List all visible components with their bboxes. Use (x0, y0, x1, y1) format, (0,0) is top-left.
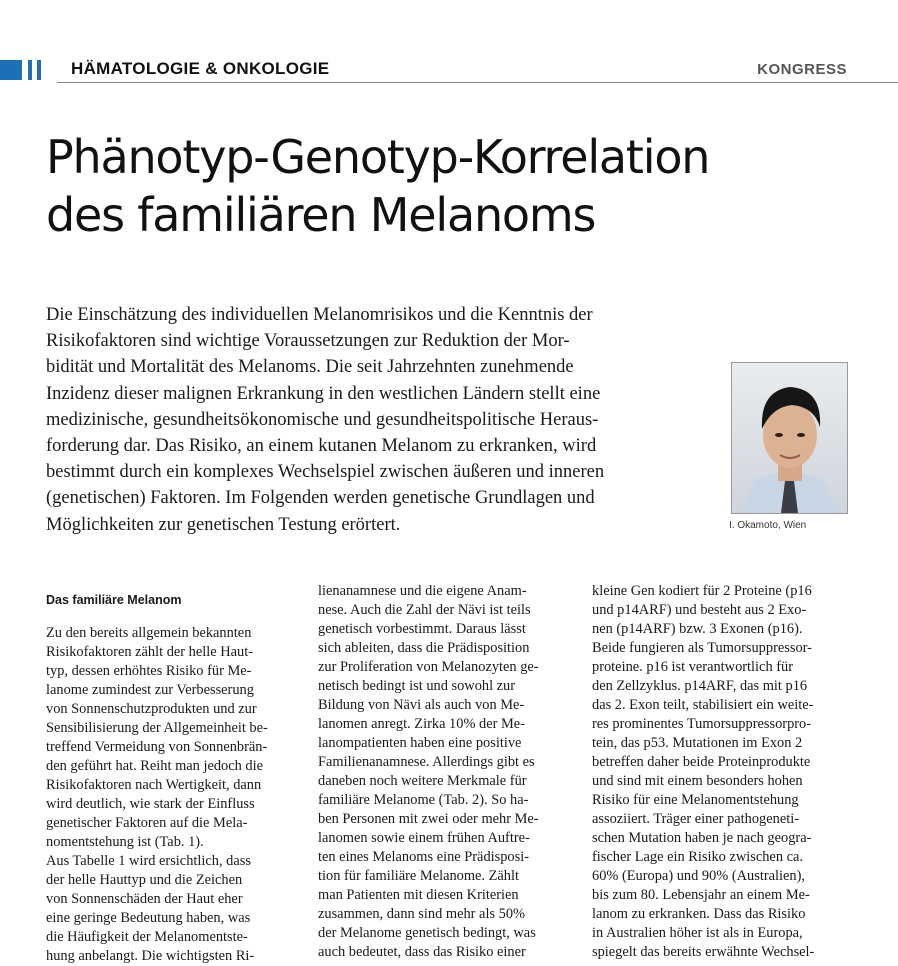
lead-line: (genetischen) Faktoren. Im Folgenden werden genetische Grundlagen und (46, 488, 595, 509)
body-line: lanomen sowie einem frühen Auftre- (318, 830, 530, 846)
title-line: des familiären Melanoms (46, 188, 596, 242)
body-line: Familienanamnese. Allerdings gibt es (318, 754, 535, 770)
body-line: Risikofaktoren zählt der helle Haut- (46, 644, 253, 660)
body-line: und p14ARF) und besteht aus 2 Exo- (592, 602, 807, 618)
body-line: der Melanome genetisch bedingt, was (318, 925, 536, 941)
body-line: Beide fungieren als Tumorsuppressor- (592, 640, 812, 656)
body-line: genetischer Faktoren auf die Mela- (46, 815, 248, 831)
body-column-2 (318, 582, 572, 962)
body-line: hung anbelangt. Die wichtigsten Ri- (46, 948, 255, 964)
body-line: Bildung von Nävi als auch von Me- (318, 697, 525, 713)
body-line: Risikofaktoren nach Wertigkeit, dann (46, 777, 262, 793)
lead-line: medizinische, gesundheitsökonomische und gesundheitspolitische Heraus- (46, 409, 599, 430)
article-title (46, 128, 846, 244)
body-line: von Sonnenschutzprodukten und zur (46, 701, 257, 717)
photo-caption: I. Okamoto, Wien (729, 520, 807, 531)
body-line: den Zellzyklus. p14ARF, das mit p16 (592, 678, 808, 694)
body-line: nomentstehung ist (Tab. 1). (46, 834, 204, 850)
lead-line: Die Einschätzung des individuellen Melanomrisikos und die Kenntnis der (46, 305, 593, 325)
body-line: netisch bedingt ist und sowohl zur (318, 678, 516, 694)
lead-line: bestimmt durch ein komplexes Wechselspiel zwischen äußeren und inneren (46, 462, 605, 483)
body-line: familiäre Melanome (Tab. 2). So ha- (318, 792, 529, 808)
body-line: sich ableiten, dass die Prädisposition (318, 640, 530, 656)
body-line: fischer Lage ein Risiko zwischen ca. (592, 849, 803, 865)
body-line: lanome zumindest zur Verbesserung (46, 682, 254, 698)
body-line: treffend Vermeidung von Sonnenbrän- (46, 739, 268, 755)
body-line: bis zum 80. Lebensjahr an einem Me- (592, 887, 810, 903)
body-line: typ, dessen erhöhtes Risiko für Me- (46, 663, 252, 679)
category-label: KONGRESS (757, 61, 847, 78)
body-line: lanomen anregt. Zirka 10% der Me- (318, 716, 525, 732)
body-line: schen Mutation haben je nach geogra- (592, 830, 812, 846)
body-line: betreffen daher beide Proteinprodukte (592, 754, 811, 770)
body-line: nen (p14ARF) bzw. 3 Exonen (p16). (592, 621, 803, 637)
body-line: ben Personen mit zwei oder mehr Me- (318, 811, 539, 827)
body-line: lanompatienten haben eine positive (318, 735, 522, 751)
body-line: genetisch vorbestimmt. Daraus lässt (318, 621, 526, 637)
body-line: eine geringe Bedeutung haben, was (46, 910, 251, 926)
body-line: spiegelt das bereits erwähnte Wechsel- (592, 944, 815, 960)
header-bar (0, 58, 898, 84)
header-rule (57, 82, 898, 83)
body-line: Risiko für eine Melanomentstehung (592, 792, 799, 808)
body-line: tein, das p53. Mutationen im Exon 2 (592, 735, 803, 751)
body-line: ten eines Melanoms eine Prädisposi- (318, 849, 530, 865)
lead-line: forderung dar. Das Risiko, an einem kutanen Melanom zu erkranken, wird (46, 436, 597, 457)
body-line: wird deutlich, wie stark der Einfluss (46, 796, 255, 812)
body-line: der helle Hauttyp und die Zeichen (46, 872, 243, 888)
lead-line: Risikofaktoren sind wichtige Voraussetzungen zur Reduktion der Mor- (46, 331, 570, 352)
body-column-3 (592, 582, 846, 962)
lead-paragraph (46, 302, 710, 538)
body-line: von Sonnenschäden der Haut eher (46, 891, 243, 907)
header-accent-stripe (28, 60, 32, 80)
body-line: tion für familiäre Melanome. Zählt (318, 868, 519, 884)
body-line: den geführt hat. Reiht man jedoch die (46, 758, 263, 774)
body-line: Aus Tabelle 1 wird ersichtlich, dass (46, 853, 251, 869)
section-subheading: Das familiäre Melanom (46, 593, 182, 607)
lead-line: Möglichkeiten zur genetischen Testung erörtert. (46, 514, 401, 535)
body-line: man Patienten mit diesen Kriterien (318, 887, 519, 903)
lead-line: bidität und Mortalität des Melanoms. Die seit Jahrzehnten zunehmende (46, 357, 574, 378)
author-portrait-illustration (732, 363, 847, 513)
body-line: nese. Auch die Zahl der Nävi ist teils (318, 602, 531, 618)
body-line: 60% (Europa) und 90% (Australien), (592, 868, 805, 884)
body-line: Zu den bereits allgemein bekannten (46, 625, 252, 641)
body-line: lienanamnese und die eigene Anam- (318, 583, 527, 599)
title-line: Phänotyp-Genotyp-Korrelation (46, 130, 710, 184)
body-line: proteine. p16 ist verantwortlich für (592, 659, 794, 675)
section-label: HÄMATOLOGIE & ONKOLOGIE (71, 59, 330, 78)
body-line: zusammen, dann sind mehr als 50% (318, 906, 526, 922)
lead-line: Inzidenz dieser malignen Erkrankung in den westlichen Ländern stellt eine (46, 383, 601, 404)
body-line: das 2. Exon teilt, stabilisiert ein weite- (592, 697, 814, 713)
body-line: kleine Gen kodiert für 2 Proteine (p16 (592, 583, 812, 599)
body-line: auch bedeutet, dass das Risiko einer (318, 944, 526, 960)
author-photo (731, 362, 848, 514)
body-line: und sind mit einem besonders hohen (592, 773, 803, 789)
body-line: assoziiert. Träger einer pathogeneti- (592, 811, 799, 827)
body-line: res prominentes Tumorsuppressorpro- (592, 716, 812, 732)
body-line: lanom zu erkranken. Dass das Risiko (592, 906, 806, 922)
header-accent-block (0, 60, 22, 80)
body-line: daneben noch weitere Merkmale für (318, 773, 527, 789)
body-line: die Häufigkeit der Melanomentste- (46, 929, 248, 945)
body-line: in Australien höher ist als in Europa, (592, 925, 803, 941)
header-accent-stripe (37, 60, 41, 80)
body-line: Sensibilisierung der Allgemeinheit be- (46, 720, 268, 736)
body-line: zur Proliferation von Melanozyten ge- (318, 659, 539, 675)
body-column-1 (46, 582, 300, 966)
